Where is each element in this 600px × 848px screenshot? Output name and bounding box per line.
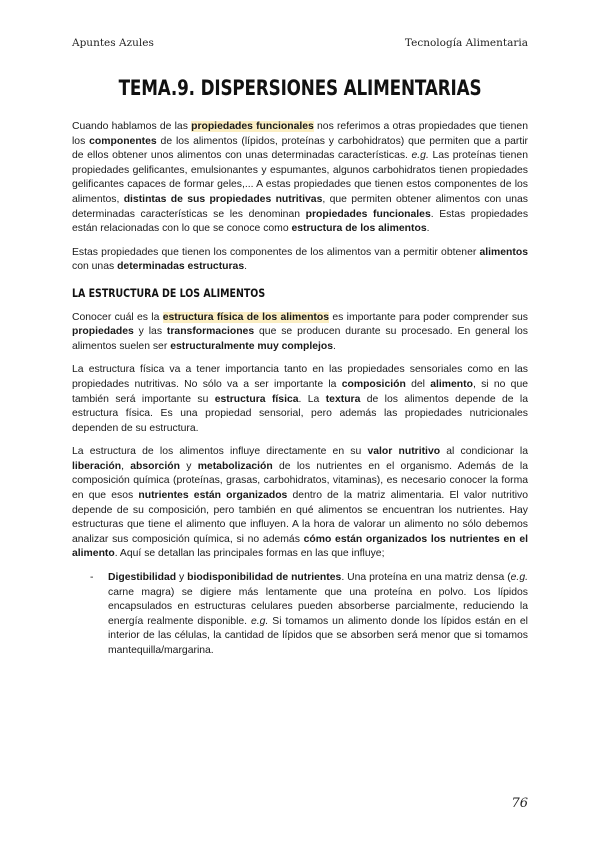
text: al condicionar la (440, 446, 528, 458)
text: del (405, 378, 431, 390)
text: . (333, 340, 336, 352)
bold-term: propiedades (72, 326, 134, 338)
text: Si tomamos un alimento donde los lípidos están en el interior de las células, la cantidad de lípidos que se absorben será menor que si tomamos mantequilla/margarina. (108, 615, 528, 656)
page-title: TEMA.9. DISPERSIONES ALIMENTARIAS (118, 76, 482, 100)
italic-term: e.g. (251, 615, 269, 627)
text: La estructura de los alimentos influye directamente en su (72, 446, 368, 458)
text: Conocer cuál es la (72, 311, 163, 323)
bold-term: alimentos (479, 246, 528, 258)
text: Estas propiedades que tienen los componentes de los alimentos van a permitir obtener (72, 246, 480, 258)
bold-term: textura (325, 393, 361, 405)
text: La estructura física va a tener importancia tanto en las propiedades sensoriales como en las propiedades nutritivas. No sólo va a ser importante la (72, 364, 528, 390)
italic-term: e.g. (510, 572, 528, 584)
text: Cuando hablamos de las (72, 121, 192, 132)
bullet-list (72, 571, 528, 659)
bold-term: composición (341, 378, 406, 390)
highlight-term: propiedades funcionales (191, 121, 314, 132)
text: de los alimentos (lípidos, proteínas y carbohidratos) que permiten que a partir de ellos obtener unos alimentos con unas determinadas características. (72, 135, 529, 162)
bold-term: absorción (130, 460, 180, 472)
paragraph-structures (72, 246, 528, 275)
bold-term: estructura de los alimentos (291, 223, 427, 235)
text: y las (133, 326, 167, 338)
header-left-text: Apuntes Azules (72, 37, 154, 49)
bold-term: alimento (430, 378, 473, 390)
text: , (121, 460, 131, 472)
italic-term: e.g. (411, 150, 429, 162)
bold-term: metabolización (197, 460, 273, 472)
text: de los nutrientes en el organismo. Además de la composición química (proteínas, grasas, carbohidratos, vitaminas), es necesario conocer la forma en que esos (72, 460, 528, 502)
text: es importante para poder comprender sus (329, 311, 528, 323)
bold-term: valor nutritivo (367, 446, 441, 458)
text: . (244, 261, 247, 273)
paragraph-intro (72, 120, 528, 237)
bold-term: estructuralmente muy complejos (170, 340, 334, 352)
text: dentro de la matriz alimentaria. El valor nutritivo depende de su composición, pero también en qué alimentos se encuentran los nutrientes. Hay estructuras que tiene el alimento que influyen. A la hora de valorar un alimento no sólo debemos analizar sus composición química, si no además (72, 490, 529, 545)
bold-term: determinadas estructuras (117, 261, 245, 273)
bold-term: Digestibilidad (108, 572, 177, 584)
paragraph-nutritive-value (72, 445, 528, 562)
bold-term: componentes (89, 135, 157, 147)
text: y (176, 572, 188, 584)
text: que se producen durante su procesado. En general los alimentos suelen ser (72, 326, 529, 352)
bold-term: distintas de sus propiedades nutritivas (123, 193, 323, 205)
text: nos referimos a otras propiedades que tienen los (72, 121, 528, 147)
bold-term: biodisponibilidad de nutrientes (187, 572, 342, 584)
text: de los alimentos depende de la estructura física. Es una propiedad sensorial, pero además las propiedades nutricionales dependen de su estructura. (72, 393, 529, 434)
page-header (72, 37, 528, 49)
text: y (179, 460, 198, 472)
text: . Aquí se detallan las principales formas en las que influye; (114, 548, 385, 560)
bold-term: cómo están organizados los nutrientes en el alimento (72, 533, 528, 560)
bold-term: nutrientes están organizados (138, 490, 288, 502)
bold-term: transformaciones (166, 326, 255, 338)
paragraph-physical-structure (72, 311, 528, 355)
text: , si no que también será importante su (72, 378, 529, 405)
page-number: 76 (511, 796, 528, 811)
text: , que permiten obtener alimentos con unas determinadas características se les denominan (72, 193, 528, 220)
text: . Estas propiedades están relacionadas con lo que se conoce como (72, 208, 529, 235)
header-right-text: Tecnología Alimentaria (404, 37, 528, 49)
text: con unas (72, 261, 118, 273)
highlight-term: estructura física de los alimentos (162, 311, 330, 323)
bold-term: propiedades funcionales (305, 208, 431, 220)
bold-term: estructura física (214, 393, 299, 405)
main-content (72, 120, 528, 659)
section-heading: LA ESTRUCTURA DE LOS ALIMENTOS (72, 285, 266, 300)
text: . (426, 223, 430, 235)
paragraph-importance (72, 363, 528, 436)
text: . La (298, 393, 326, 405)
text: . Una proteína en una matriz densa ( (341, 572, 511, 584)
list-item (72, 571, 528, 659)
bullet-dash: - (90, 572, 94, 584)
bold-term: liberación (72, 460, 122, 472)
text: carne magra) se digiere más lentamente que una proteína en polvo. Los lípidos encapsulados en estructuras celulares pueden absorberse parcialmente, reduciendo la energía realmente disponible. (108, 586, 528, 627)
text: Las proteínas tienen propiedades gelificantes, emulsionantes y espumantes, algunos carbohidratos tienen propiedades gelificantes capaces de formar geles,... A estas propiedades que tienen estos componentes de los alimentos, (72, 150, 528, 205)
